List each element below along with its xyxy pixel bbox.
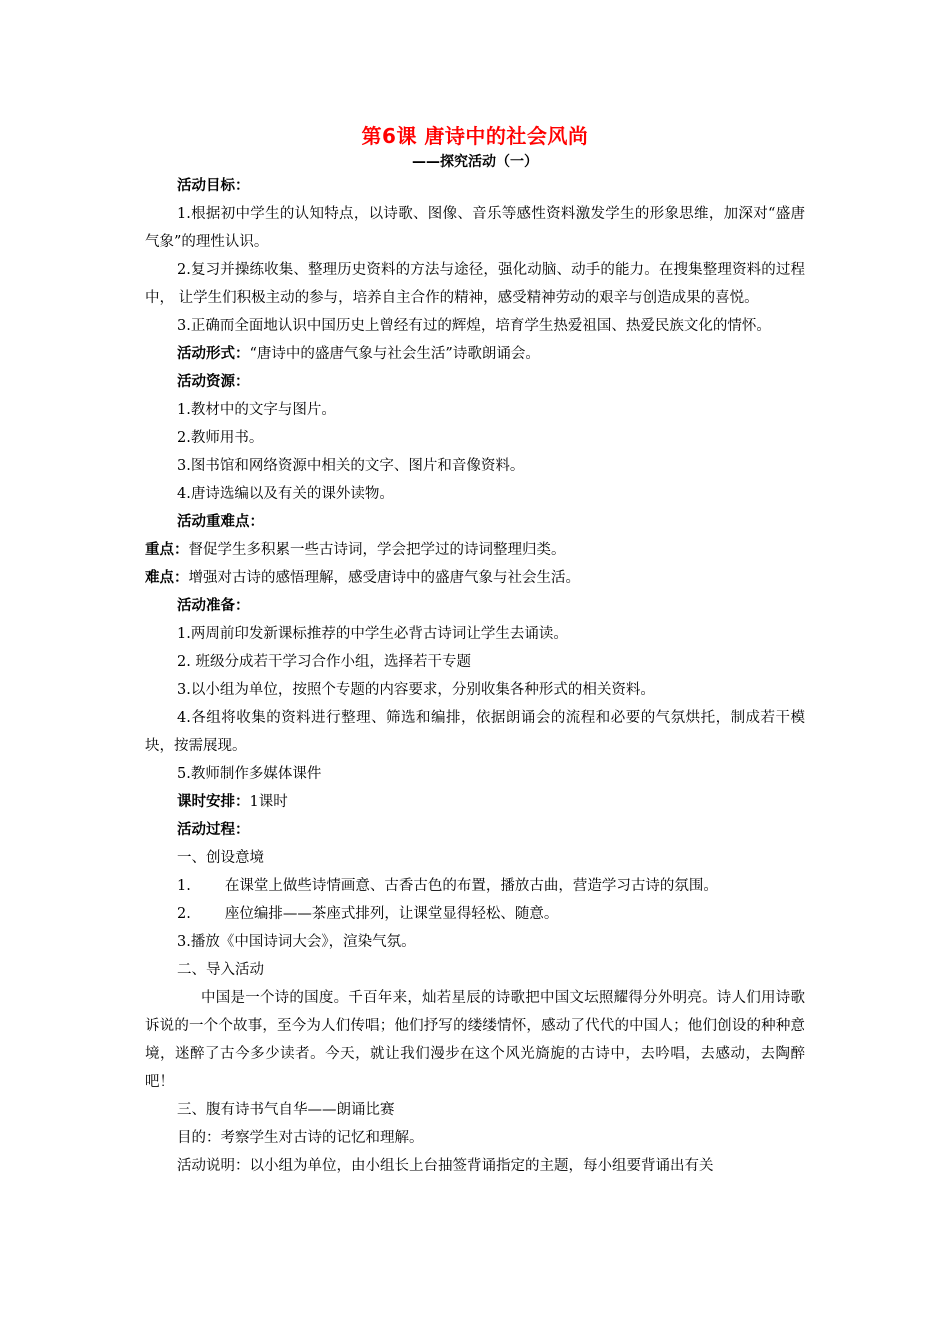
section-title: 一、创设意境 <box>177 850 264 866</box>
resources-heading: 活动资源： <box>177 374 250 390</box>
purpose-paragraph: 目的：考察学生对古诗的记忆和理解。 <box>177 1130 424 1146</box>
preparation-item: 2. 班级分成若干学习合作小组，选择若干专题 <box>177 654 471 670</box>
preparation-item: 5.教师制作多媒体课件 <box>177 766 322 782</box>
form-text: “唐诗中的盛唐气象与社会生活”诗歌朗诵会。 <box>249 346 540 362</box>
key-points-heading: 活动重难点： <box>177 514 264 530</box>
item-number: 2. <box>177 906 191 922</box>
item-text: 在课堂上做些诗情画意、古香古色的布置，播放古曲，营造学习古诗的氛围。 <box>224 878 718 894</box>
document-body <box>145 172 805 1180</box>
goal-item: 1.根据初中学生的认知特点，以诗歌、图像、音乐等感性资料激发学生的形象思维，加深对“盛唐气象”的理性认识。 <box>145 206 805 250</box>
resource-item: 1.教材中的文字与图片。 <box>177 402 336 418</box>
item-number: 1. <box>177 878 191 894</box>
key-point-paragraph <box>145 536 805 564</box>
goals-heading: 活动目标： <box>177 178 250 194</box>
process-item: 3.播放《中国诗词大会》，渲染气氛。 <box>177 934 416 950</box>
difficult-point-label: 难点： <box>145 570 189 586</box>
item-text: 座位编排——茶座式排列，让课堂显得轻松、随意。 <box>224 906 559 922</box>
schedule-heading: 课时安排： <box>177 794 250 810</box>
goal-item: 2.复习并操练收集、整理历史资料的方法与途径，强化动脑、动手的能力。在搜集整理资料的过程中， 让学生们积极主动的参与，培养自主合作的精神，感受精神劳动的艰辛与创造成果的喜悦。 <box>145 262 805 306</box>
preparation-heading: 活动准备： <box>177 598 250 614</box>
section-title: 二、导入活动 <box>177 962 264 978</box>
form-paragraph <box>145 340 805 368</box>
process-item <box>145 872 805 900</box>
schedule-text: 1课时 <box>249 794 288 810</box>
schedule-paragraph <box>145 788 805 816</box>
resource-item: 3.图书馆和网络资源中相关的文字、图片和音像资料。 <box>177 458 525 474</box>
intro-paragraph: 中国是一个诗的国度。千百年来，灿若星辰的诗歌把中国文坛照耀得分外明亮。诗人们用诗歌诉说的一个个故事，至今为人们传唱；他们抒写的缕缕情怀，感动了代代的中国人；他们创设的种种意境，迷醉了古今多少读者。今天，就让我们漫步在这个风光旖旎的古诗中，去吟唱，去感动，去陶醉吧！ <box>145 990 805 1090</box>
form-heading: 活动形式： <box>177 346 250 362</box>
process-heading: 活动过程： <box>177 822 250 838</box>
page-subtitle: ——探究活动（一） <box>412 154 538 170</box>
description-paragraph: 活动说明：以小组为单位，由小组长上台抽签背诵指定的主题，每小组要背诵出有关 <box>177 1158 714 1174</box>
key-point-label: 重点： <box>145 542 189 558</box>
resource-item: 2.教师用书。 <box>177 430 264 446</box>
resource-item: 4.唐诗选编以及有关的课外读物。 <box>177 486 394 502</box>
goal-item: 3.正确而全面地认识中国历史上曾经有过的辉煌，培育学生热爱祖国、热爱民族文化的情怀。 <box>177 318 771 334</box>
process-item <box>145 900 805 928</box>
key-point-text: 督促学生多积累一些古诗词，学会把学过的诗词整理归类。 <box>188 542 566 558</box>
section-title: 三、腹有诗书气自华——朗诵比赛 <box>177 1102 395 1118</box>
page-title: 第6课 唐诗中的社会风尚 <box>361 124 589 148</box>
difficult-point-text: 增强对古诗的感悟理解，感受唐诗中的盛唐气象与社会生活。 <box>188 570 580 586</box>
difficult-point-paragraph <box>145 564 805 592</box>
preparation-item: 1.两周前印发新课标推荐的中学生必背古诗词让学生去诵读。 <box>177 626 568 642</box>
preparation-item: 3.以小组为单位，按照个专题的内容要求，分别收集各种形式的相关资料。 <box>177 682 655 698</box>
preparation-item: 4.各组将收集的资料进行整理、筛选和编排，依据朗诵会的流程和必要的气氛烘托，制成若干模块，按需展现。 <box>145 710 805 754</box>
